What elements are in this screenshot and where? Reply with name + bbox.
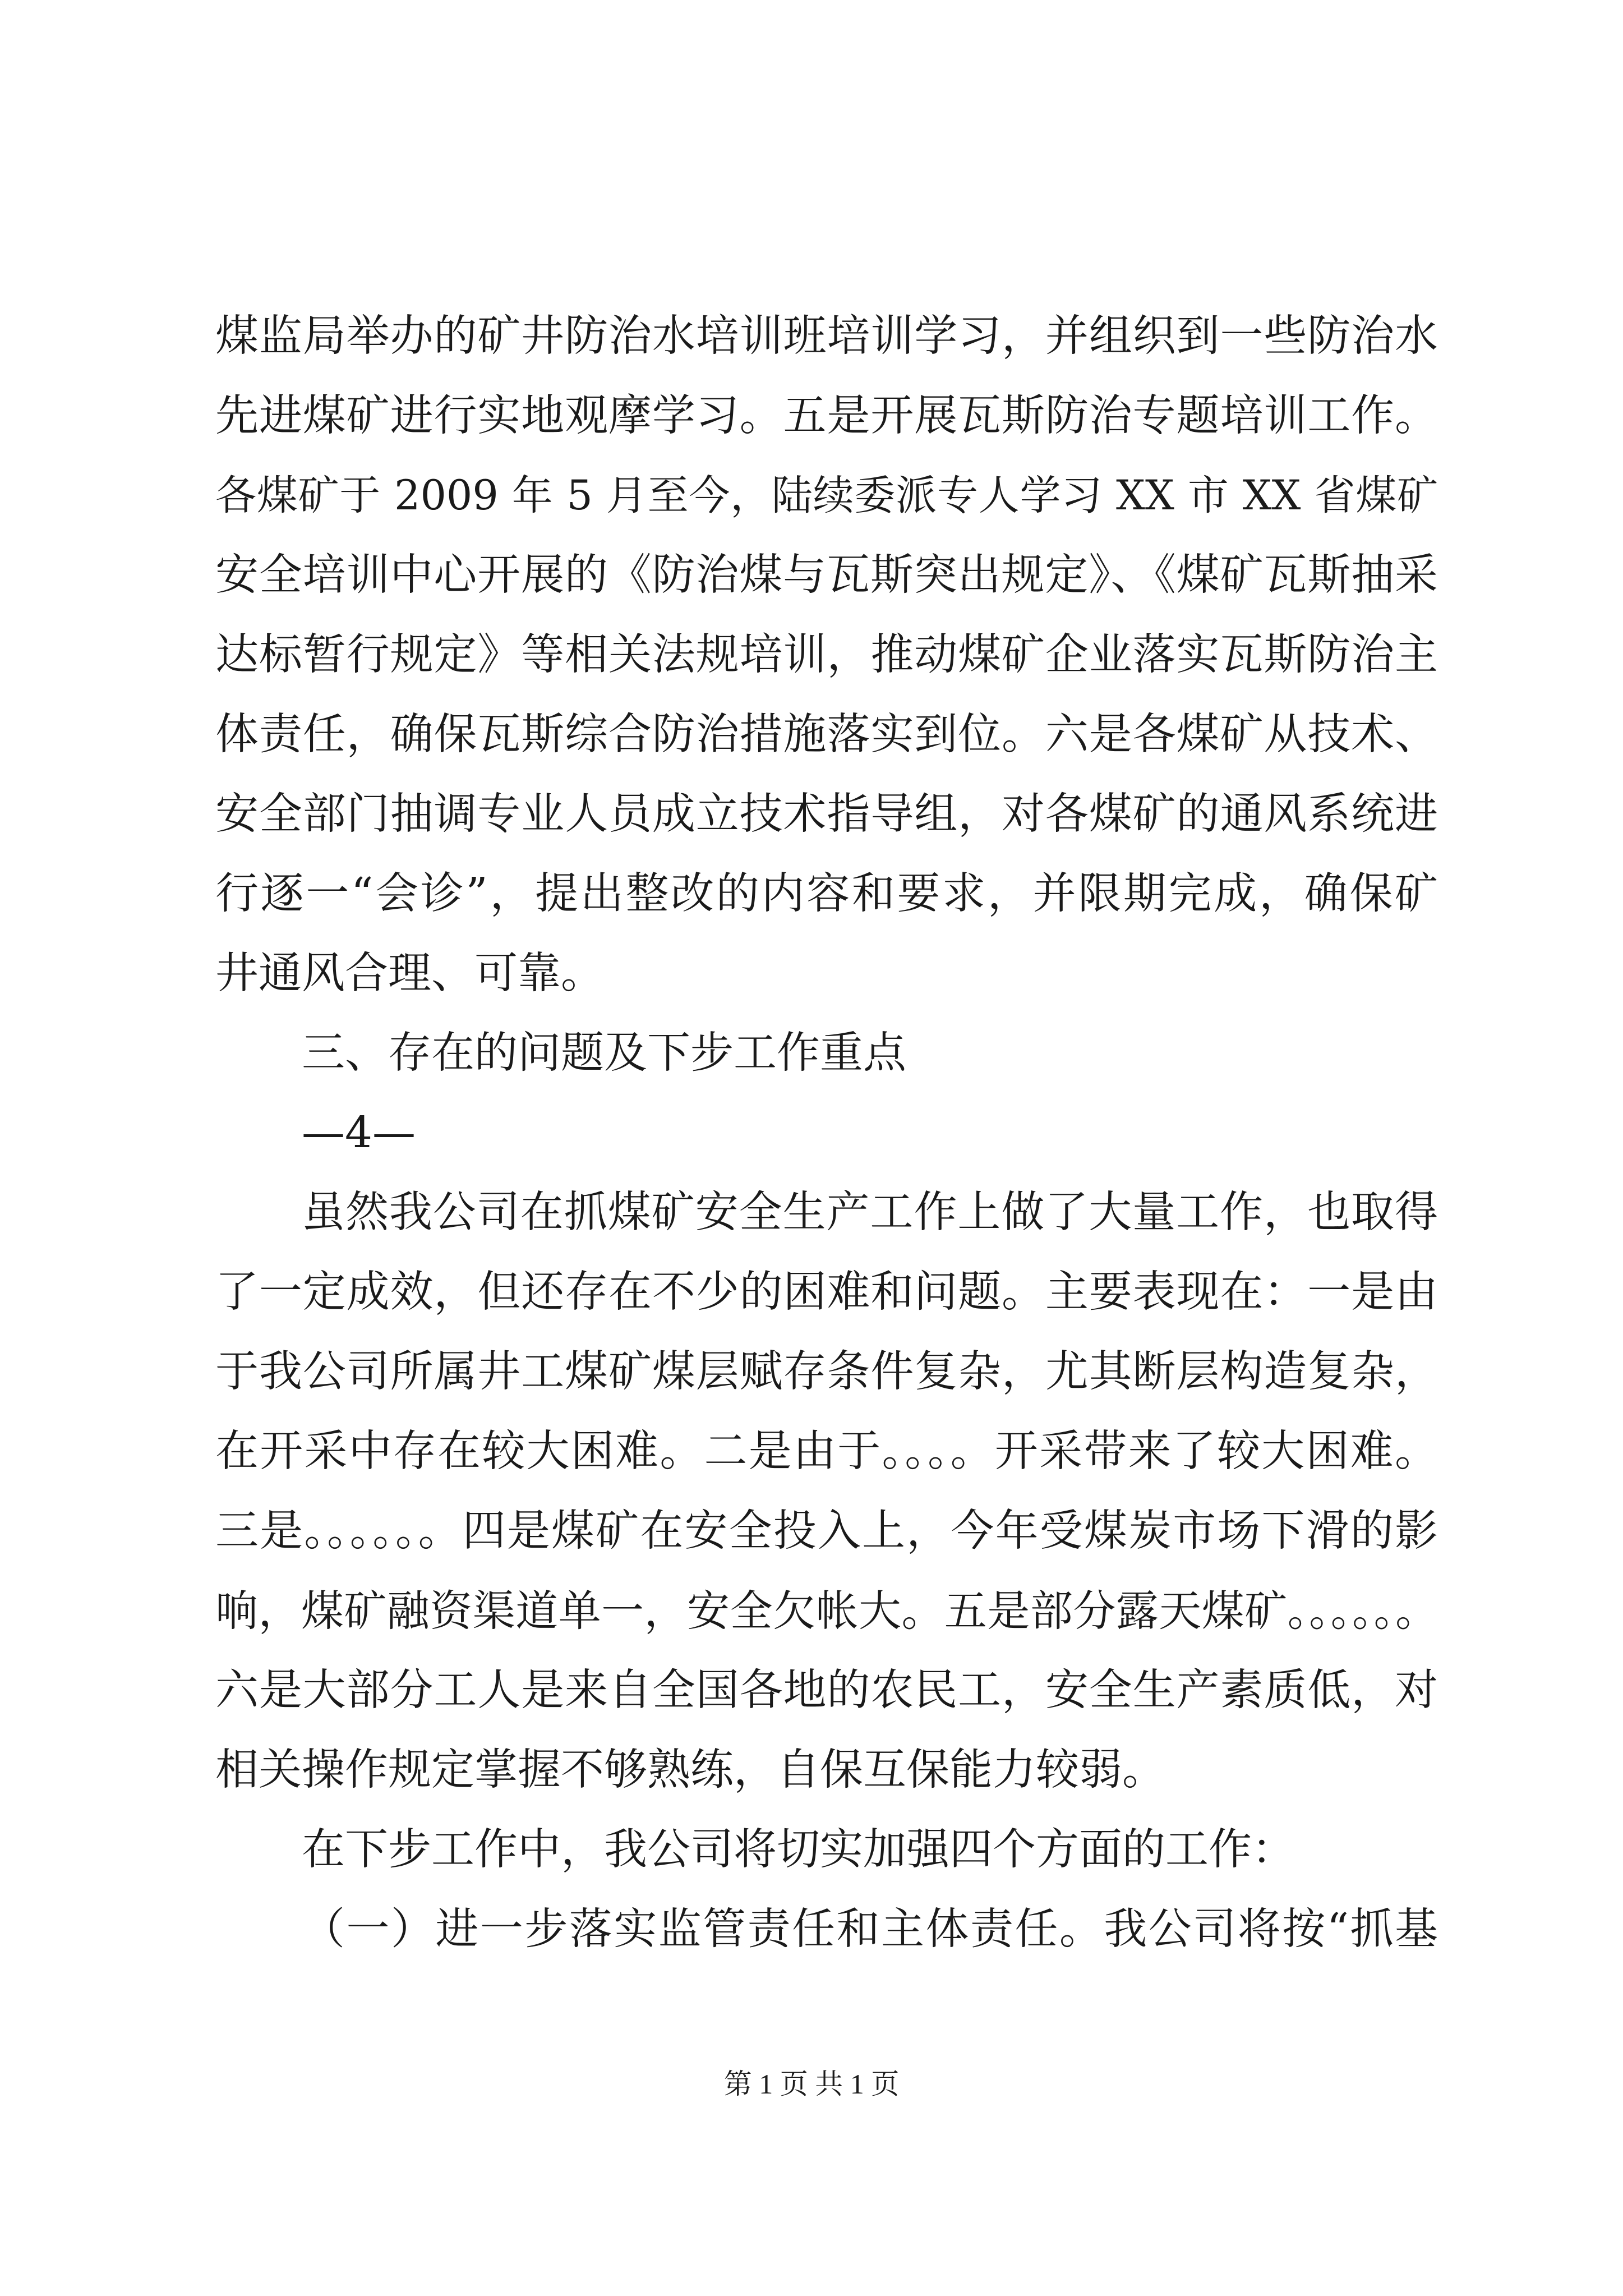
paragraph-line: 响，煤矿融资渠道单一，安全欠帐大。五是部分露天煤矿。。。。。。 (215, 1586, 1438, 1636)
paragraph-line: 达标暂行规定》等相关法规培训，推动煤矿企业落实瓦斯防治主 (215, 630, 1438, 680)
page-footer: 第 1 页 共 1 页 (723, 2068, 900, 2100)
paragraph-line: 先进煤矿进行实地观摩学习。五是开展瓦斯防治专题培训工作。 (215, 391, 1438, 441)
paragraph-line: 三是。。。。。。四是煤矿在安全投入上，今年受煤炭市场下滑的影 (215, 1506, 1438, 1556)
paragraph-line: 在开采中存在较大困难。二是由于。。。。开采带来了较大困难。 (215, 1427, 1438, 1476)
paragraph-line: 安全培训中心开展的《防治煤与瓦斯突出规定》、《煤矿瓦斯抽采 (215, 550, 1438, 600)
paragraph-line: 井通风合理、可靠。 (215, 949, 604, 999)
paragraph-line: （一）进一步落实监管责任和主体责任。我公司将按“抓基 (302, 1904, 1438, 1954)
paragraph-line: 六是大部分工人是来自全国各地的农民工，安全生产素质低，对 (215, 1665, 1438, 1715)
paragraph-line: 安全部门抽调专业人员成立技术指导组，对各煤矿的通风系统进 (215, 789, 1438, 839)
section-heading: 三、存在的问题及下步工作重点 (302, 1028, 906, 1078)
paragraph-line: 相关操作规定掌握不够熟练，自保互保能力较弱。 (215, 1745, 1165, 1795)
paragraph-line: 在下步工作中，我公司将切实加强四个方面的工作： (302, 1825, 1295, 1875)
paragraph-line: 于我公司所属井工煤矿煤层赋存条件复杂，尤其断层构造复杂， (215, 1347, 1438, 1397)
paragraph-line: 虽然我公司在抓煤矿安全生产工作上做了大量工作，也取得 (302, 1188, 1438, 1237)
paragraph-line: 各煤矿于 2009 年 5 月至今，陆续委派专人学习 XX 市 XX 省煤矿 (215, 472, 1438, 519)
paragraph-line: 了一定成效，但还存在不少的困难和问题。主要表现在：一是由 (215, 1267, 1438, 1317)
paragraph-line: 体责任，确保瓦斯综合防治措施落实到位。六是各煤矿从技术、 (215, 710, 1438, 760)
page-marker: —4— (302, 1108, 416, 1158)
paragraph-line: 煤监局举办的矿井防治水培训班培训学习，并组织到一些防治水 (215, 311, 1438, 361)
paragraph-line: 行逐一“会诊”，提出整改的内容和要求，并限期完成，确保矿 (215, 869, 1438, 919)
